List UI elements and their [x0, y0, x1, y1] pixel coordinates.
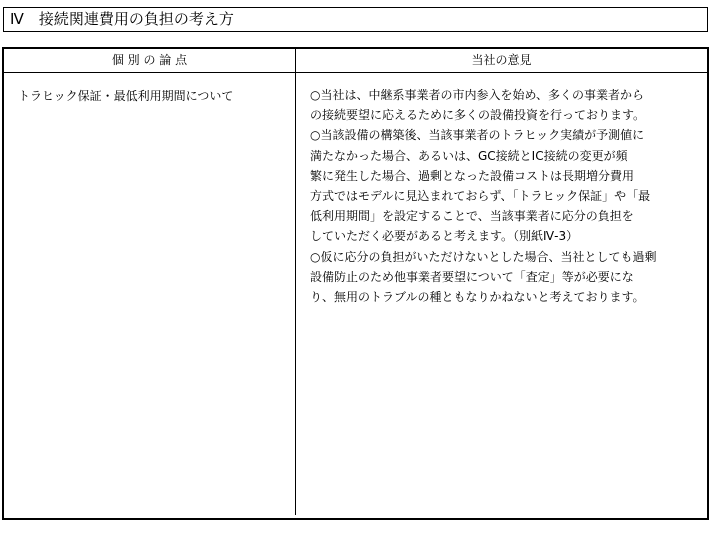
opinion-line: 方式ではモデルに見込まれておらず、「トラヒック保証」や「最: [310, 189, 651, 204]
opinion-line: していただく必要があると考えます。（別紙Ⅳ-3）: [310, 229, 579, 244]
header-issue: 個 別 の 論 点: [111, 53, 188, 67]
opinion-table: [2, 47, 709, 520]
opinion-line: り、無用のトラブルの種ともなりかねないと考えております。: [310, 290, 645, 305]
opinion-line: ○仮に応分の負担がいただけないとした場合、当社としても過剰: [310, 249, 657, 264]
opinion-line: の接続要望に応えるために多くの設備投資を行っております。: [310, 108, 646, 123]
opinion-line: ○当社は、中継系事業者の市内参入を始め、多くの事業者から: [310, 88, 644, 102]
issue-cell: トラヒック保証・最低利用期間について: [18, 89, 234, 103]
opinion-item: [310, 247, 700, 308]
table-header-row: [4, 49, 707, 73]
opinion-cell: [310, 85, 700, 307]
opinion-line: ○当該設備の構築後、当該事業者のトラヒック実績が予測値に: [310, 128, 645, 143]
opinion-line: 設備防止のため他事業者要望について「査定」等が必要にな: [310, 269, 634, 284]
column-divider: [295, 49, 296, 515]
opinion-line: 低利用期間」を設定することで、当該事業者に応分の負担を: [310, 209, 634, 224]
opinion-item: [310, 125, 700, 246]
header-opinion: 当社の意見: [471, 53, 532, 67]
opinion-line: 満たなかった場合、あるいは、GC接続とIC接続の変更が頻: [310, 148, 628, 163]
section-title: Ⅳ 接続関連費用の負担の考え方: [3, 7, 708, 32]
opinion-item: [310, 85, 700, 125]
opinion-line: 繁に発生した場合、過剰となった設備コストは長期増分費用: [310, 168, 635, 183]
